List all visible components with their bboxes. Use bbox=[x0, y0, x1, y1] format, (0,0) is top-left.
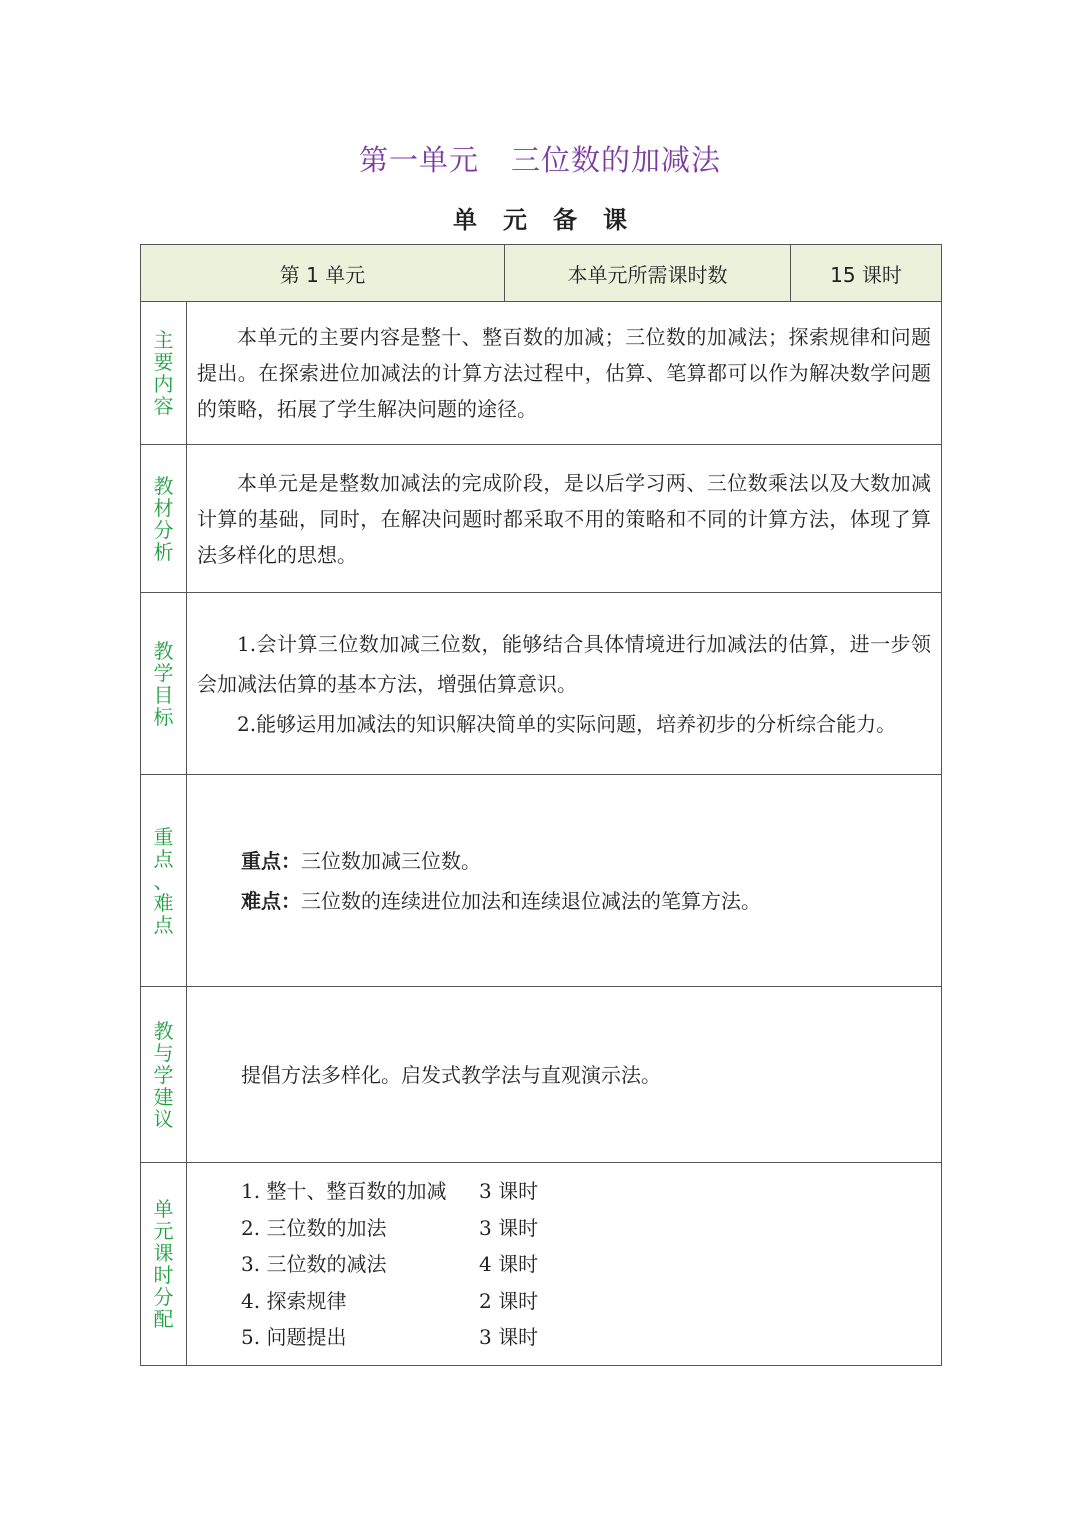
goal-item-1: 1.会计算三位数加减三位数，能够结合具体情境进行加减法的估算，进一步领会加减法估算的基本方法，增强估算意识。 bbox=[197, 631, 932, 696]
schedule-row bbox=[141, 1163, 942, 1366]
key-point-line: 重点：三位数加减三位数。 bbox=[241, 848, 481, 873]
list-item: 4. 探索规律 2 课时 bbox=[241, 1288, 539, 1313]
main-content-label: 主 要 内 容 bbox=[141, 302, 187, 445]
suggestions-label: 教 与 学 建 议 bbox=[141, 987, 187, 1163]
analysis-row bbox=[141, 445, 942, 593]
schedule-label: 单 元 课 时 分 配 bbox=[141, 1163, 187, 1366]
list-item: 1. 整十、整百数的加减 3 课时 bbox=[241, 1179, 539, 1203]
title-unit: 第一单元 bbox=[358, 143, 479, 177]
main-content-row bbox=[141, 302, 942, 445]
list-item: 3. 三位数的减法 4 课时 bbox=[241, 1252, 539, 1276]
goals-label: 教 学 目 标 bbox=[141, 593, 187, 775]
title-topic: 三位数的加减法 bbox=[511, 143, 722, 177]
lesson-plan-table bbox=[140, 244, 942, 1366]
difficulty-line: 难点：三位数的连续进位加法和连续退位减法的笔算方法。 bbox=[241, 888, 761, 913]
goal-item-2: 2.能够运用加减法的知识解决简单的实际问题，培养初步的分析综合能力。 bbox=[237, 711, 897, 736]
goals-row bbox=[141, 593, 942, 775]
key-points-row bbox=[141, 775, 942, 987]
schedule-cell bbox=[187, 1163, 942, 1366]
unit-number-cell: 第 1 单元 bbox=[141, 245, 505, 302]
page-subtitle: 单元备课 bbox=[453, 206, 653, 234]
main-content-text: 本单元的主要内容是整十、整百数的加减；三位数的加减法；探索规律和问题提出。在探索进位加减法的计算方法过程中，估算、笔算都可以作为解决数学问题的策略，拓展了学生解决问题的途径。 bbox=[197, 325, 932, 421]
schedule-list bbox=[197, 1173, 931, 1356]
key-points-label: 重 点 、 难 点 bbox=[141, 775, 187, 987]
analysis-cell bbox=[187, 445, 942, 593]
list-item: 5. 问题提出 3 课时 bbox=[241, 1325, 539, 1349]
main-content-cell bbox=[187, 302, 942, 445]
key-points-cell bbox=[187, 775, 942, 987]
header-row bbox=[141, 245, 942, 302]
analysis-label: 教 材 分 析 bbox=[141, 445, 187, 593]
hours-label-cell: 本单元所需课时数 bbox=[505, 245, 791, 302]
analysis-text: 本单元是是整数加减法的完成阶段，是以后学习两、三位数乘法以及大数加减计算的基础，同时，在解决问题时都采取不用的策略和不同的计算方法，体现了算法多样化的思想。 bbox=[197, 470, 932, 567]
suggestions-cell bbox=[187, 987, 942, 1163]
suggestions-text: 提倡方法多样化。启发式教学法与直观演示法。 bbox=[241, 1062, 661, 1087]
page-title bbox=[0, 138, 1080, 179]
list-item: 2. 三位数的加法 3 课时 bbox=[241, 1215, 539, 1240]
hours-value-cell: 15 课时 bbox=[791, 245, 942, 302]
goals-cell bbox=[187, 593, 942, 775]
suggestions-row bbox=[141, 987, 942, 1163]
